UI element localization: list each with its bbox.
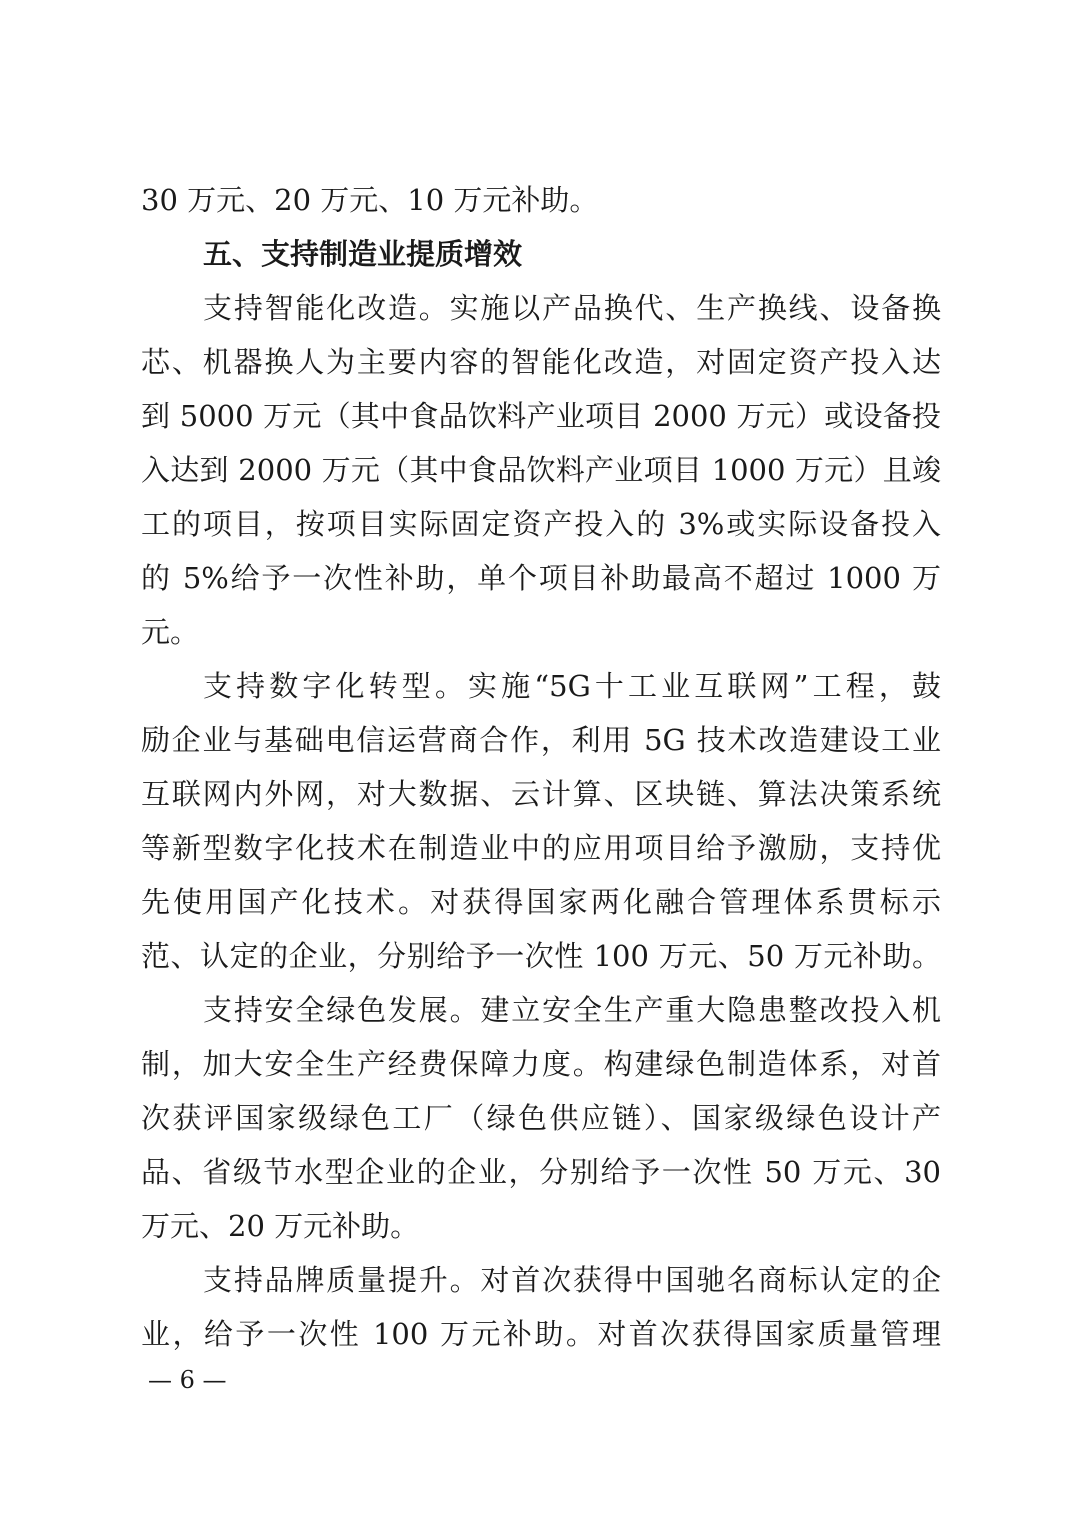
section-heading: 五、支持制造业提质增效 bbox=[203, 237, 523, 271]
paragraph-line: 业，给予一次性 100 万元补助。对首次获得国家质量管理 bbox=[141, 1317, 941, 1351]
paragraph-line: 支持品牌质量提升。对首次获得中国驰名商标认定的企 bbox=[203, 1263, 941, 1297]
paragraph-line: 励企业与基础电信运营商合作，利用 5G 技术改造建设工业 bbox=[141, 723, 941, 757]
paragraph-line: 先使用国产化技术。对获得国家两化融合管理体系贯标示 bbox=[141, 885, 941, 919]
paragraph-line: 工的项目，按项目实际固定资产投入的 3%或实际设备投入 bbox=[141, 507, 941, 541]
paragraph-line: 到 5000 万元（其中食品饮料产业项目 2000 万元）或设备投 bbox=[141, 399, 941, 433]
paragraph-line: 元。 bbox=[141, 615, 200, 649]
paragraph-line: 互联网内外网，对大数据、云计算、区块链、算法决策系统 bbox=[141, 777, 941, 811]
paragraph-line: 品、省级节水型企业的企业，分别给予一次性 50 万元、30 bbox=[141, 1155, 941, 1189]
paragraph-line: 入达到 2000 万元（其中食品饮料产业项目 1000 万元）且竣 bbox=[141, 453, 941, 487]
paragraph-line: 支持智能化改造。实施以产品换代、生产换线、设备换 bbox=[203, 291, 941, 325]
paragraph-line: 芯、机器换人为主要内容的智能化改造，对固定资产投入达 bbox=[141, 345, 941, 379]
paragraph-line: 万元、20 万元补助。 bbox=[141, 1209, 420, 1243]
paragraph-line: 支持安全绿色发展。建立安全生产重大隐患整改投入机 bbox=[203, 993, 941, 1027]
text-line: 30 万元、20 万元、10 万元补助。 bbox=[141, 183, 599, 217]
paragraph-line: 范、认定的企业，分别给予一次性 100 万元、50 万元补助。 bbox=[141, 939, 941, 973]
paragraph-line: 支持数字化转型。实施“5G十工业互联网”工程，鼓 bbox=[203, 669, 941, 703]
paragraph-line: 等新型数字化技术在制造业中的应用项目给予激励，支持优 bbox=[141, 831, 941, 865]
paragraph-line: 制，加大安全生产经费保障力度。构建绿色制造体系，对首 bbox=[141, 1047, 941, 1081]
paragraph-line: 的 5%给予一次性补助，单个项目补助最高不超过 1000 万 bbox=[141, 561, 941, 595]
paragraph-line: 次获评国家级绿色工厂（绿色供应链）、国家级绿色设计产 bbox=[141, 1101, 941, 1135]
page-number: — 6 — bbox=[148, 1366, 227, 1394]
